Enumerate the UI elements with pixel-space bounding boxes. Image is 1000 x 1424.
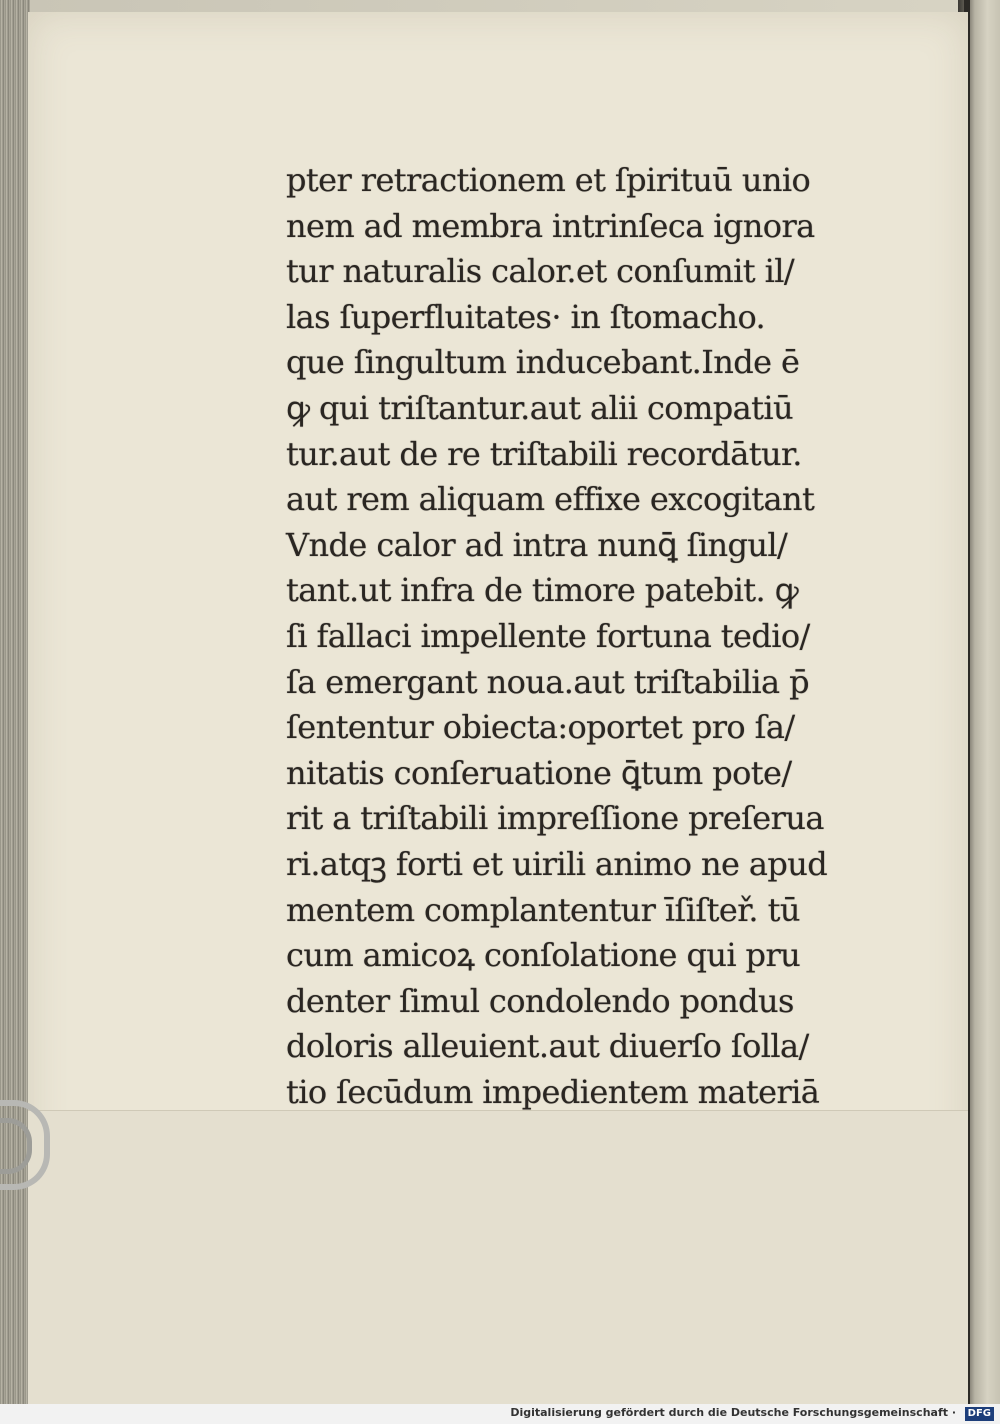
text-line: las ſuperfluitates· in ſtomacho. bbox=[286, 297, 766, 336]
page-stack-edge bbox=[0, 0, 30, 1404]
text-line: tio ſecūdum impedientem materiā bbox=[286, 1072, 820, 1111]
text-line: denter ſimul condolendo pondus bbox=[286, 981, 794, 1020]
text-line: ri.atqꝫ forti et uirili animo ne apud bbox=[286, 844, 828, 883]
text-line: ſa emergant noua.aut triſtabilia p̄ bbox=[286, 662, 809, 701]
text-line: ꝙ qui triſtantur.aut alii compatiū bbox=[286, 388, 793, 427]
page-lower-area bbox=[28, 1110, 968, 1405]
text-line: Vnde calor ad intra nunꝗ̄ ſingul/ bbox=[286, 525, 788, 564]
text-line: ſi fallaci impellente fortuna tedio/ bbox=[286, 616, 810, 655]
text-line: pter retractionem et ſpirituū unio bbox=[286, 161, 811, 199]
footer-bar bbox=[0, 1404, 1000, 1424]
text-line: ſententur obiecta:oportet pro ſa/ bbox=[286, 708, 795, 747]
text-line: tant.ut infra de timore patebit. ꝙ bbox=[286, 571, 799, 610]
text-line: tur.aut de re triſtabili recordātur. bbox=[286, 434, 802, 473]
text-line: mentem complantentur īſiſteř. tū bbox=[286, 890, 800, 929]
text-line: nem ad membra intrinſeca ignora bbox=[286, 206, 815, 245]
text-line: rit a triſtabili impreſſione preſerua bbox=[286, 799, 824, 838]
text-line: nitatis conſeruatione ꝗ̄tum pote/ bbox=[286, 753, 792, 792]
funding-credit: Digitalisierung gefördert durch die Deutsche Forschungsgemeinschaft · bbox=[510, 1406, 956, 1419]
printed-text-block bbox=[286, 158, 846, 1115]
dfg-logo: DFG bbox=[965, 1407, 994, 1421]
text-line: que ſingultum inducebant.Inde ē bbox=[286, 343, 800, 382]
text-line: tur naturalis calor.et conſumit il/ bbox=[286, 252, 795, 291]
text-line: aut rem aliquam effixe excogitant bbox=[286, 480, 815, 519]
text-line: doloris alleuient.aut diuerſo ſolla/ bbox=[286, 1027, 809, 1066]
text-line: cum amicoꝝ conſolatione qui pru bbox=[286, 936, 801, 975]
